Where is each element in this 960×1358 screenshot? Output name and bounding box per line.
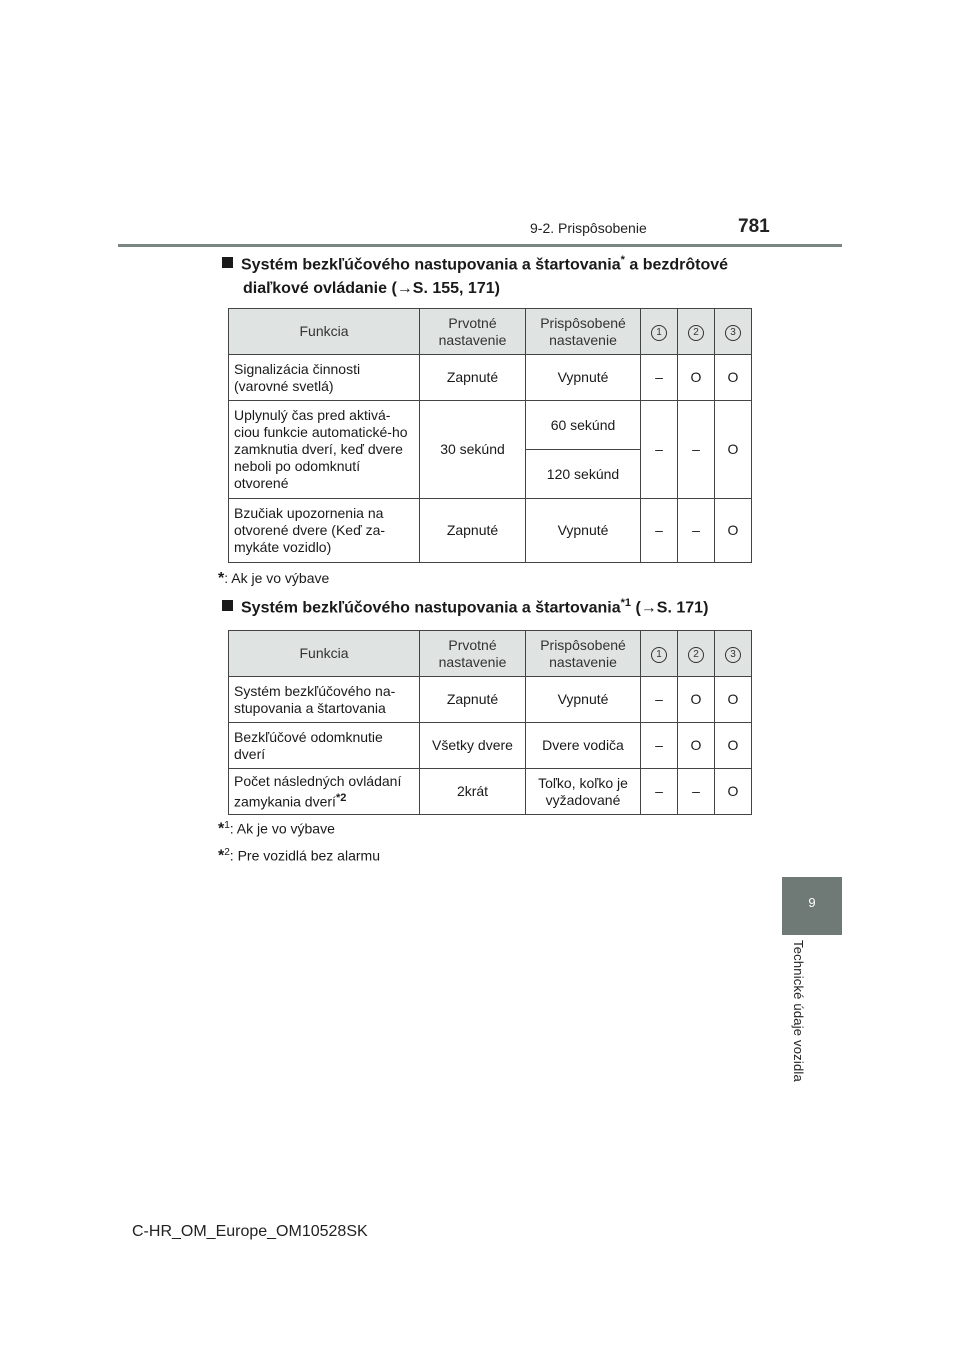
circled-number: 2 — [688, 647, 704, 663]
custom-cell: Dvere vodiča — [526, 723, 641, 769]
setting-cell: O — [678, 355, 715, 401]
setting-cell: – — [678, 769, 715, 815]
circled-number: 1 — [651, 647, 667, 663]
col-custom: Prispôsobené nastavenie — [526, 631, 641, 677]
setting-cell: O — [715, 355, 752, 401]
footnote-num: 2 — [224, 847, 230, 858]
custom-cell: Vypnuté — [526, 677, 641, 723]
custom-cell: 60 sekúnd — [526, 401, 641, 450]
custom-cell: Vypnuté — [526, 355, 641, 401]
bullet-square-icon — [222, 600, 233, 611]
function-text: Počet následných ovládaní zamykania dverí — [234, 772, 402, 810]
section1-title-mark: * — [620, 254, 625, 266]
circled-number: 1 — [651, 325, 667, 341]
page-number: 781 — [738, 216, 770, 237]
footnote-mark: * — [218, 570, 225, 587]
circled-number: 3 — [725, 647, 741, 663]
col-function: Funkcia — [229, 631, 420, 677]
section1-heading — [222, 254, 728, 298]
section2-title-mark: *1 — [620, 597, 632, 609]
chapter-number: 9 — [808, 895, 816, 910]
function-cell: Uplynulý čas pred aktivá-ciou funkcie automatické-ho zamknutia dverí, keď dvere neboli po odomknutí otvorené — [229, 401, 420, 499]
setting-cell: – — [641, 401, 678, 499]
section1-title-line1-end: a bezdrôtové — [624, 256, 729, 274]
section1-title-line2: diaľkové ovládanie (→S. 155, 171) — [243, 280, 500, 298]
col-default: Prvotné nastavenie — [420, 631, 526, 677]
function-cell: Signalizácia činnosti (varovné svetlá) — [229, 355, 420, 401]
col-2 — [678, 631, 715, 677]
col-custom: Prispôsobené nastavenie — [526, 309, 641, 355]
col-2 — [678, 309, 715, 355]
footnote — [218, 570, 329, 588]
col-default: Prvotné nastavenie — [420, 309, 526, 355]
setting-cell: O — [715, 769, 752, 815]
col-1 — [641, 309, 678, 355]
section2-heading — [222, 597, 708, 617]
function-cell: Bzučiak upozornenia na otvorené dvere (Keď za-mykáte vozidlo) — [229, 499, 420, 563]
setting-cell: O — [715, 499, 752, 563]
setting-cell: – — [678, 499, 715, 563]
setting-cell: O — [715, 723, 752, 769]
function-cell — [229, 769, 420, 815]
bullet-square-icon — [222, 257, 233, 268]
table-row — [229, 677, 752, 723]
function-mark: *2 — [335, 791, 347, 804]
function-cell: Systém bezkľúčového na-stupovania a štartovania — [229, 677, 420, 723]
setting-cell: – — [641, 499, 678, 563]
section2-title: Systém bezkľúčového nastupovania a štartovania — [241, 599, 621, 617]
setting-cell: O — [715, 677, 752, 723]
section-title: 9-2. Prispôsobenie — [530, 220, 647, 236]
settings-table-1 — [228, 308, 752, 563]
footnote-num: 1 — [224, 820, 230, 831]
footnote-text: : Pre vozidlá bez alarmu — [229, 847, 380, 864]
col-1 — [641, 631, 678, 677]
document-id: C-HR_OM_Europe_OM10528SK — [132, 1223, 368, 1240]
default-cell: Zapnuté — [420, 677, 526, 723]
settings-table-2 — [228, 630, 752, 815]
footnote-text: : Ak je vo výbave — [224, 570, 330, 586]
table-header-row — [229, 631, 752, 677]
footnote-mark: * — [218, 820, 225, 838]
setting-cell: O — [678, 677, 715, 723]
header-divider — [118, 244, 842, 247]
default-cell: 2krát — [420, 769, 526, 815]
table-row — [229, 499, 752, 563]
section1-title-line1: Systém bezkľúčového nastupovania a štartovania — [241, 256, 621, 274]
setting-cell: – — [641, 355, 678, 401]
footnote-text: : Ak je vo výbave — [229, 820, 335, 837]
col-3 — [715, 631, 752, 677]
chapter-tab — [782, 877, 842, 935]
footnote — [218, 820, 335, 839]
setting-cell: – — [641, 677, 678, 723]
footnote — [218, 847, 380, 866]
table-row — [229, 355, 752, 401]
setting-cell: – — [641, 769, 678, 815]
setting-cell: – — [641, 723, 678, 769]
section2-title-ref: (→S. 171) — [631, 599, 709, 617]
custom-cell: 120 sekúnd — [526, 450, 641, 499]
setting-cell: O — [678, 723, 715, 769]
default-cell: Zapnuté — [420, 355, 526, 401]
default-cell: 30 sekúnd — [420, 401, 526, 499]
col-3 — [715, 309, 752, 355]
function-cell: Bezkľúčové odomknutie dverí — [229, 723, 420, 769]
footnote-mark: * — [218, 847, 225, 865]
custom-cell: Vypnuté — [526, 499, 641, 563]
table-row — [229, 401, 752, 450]
default-cell: Všetky dvere — [420, 723, 526, 769]
setting-cell: O — [715, 401, 752, 499]
custom-cell: Toľko, koľko je vyžadované — [526, 769, 641, 815]
circled-number: 2 — [688, 325, 704, 341]
circled-number: 3 — [725, 325, 741, 341]
table-row — [229, 769, 752, 815]
table-header-row — [229, 309, 752, 355]
col-function: Funkcia — [229, 309, 420, 355]
default-cell: Zapnuté — [420, 499, 526, 563]
table-row — [229, 723, 752, 769]
setting-cell: – — [678, 401, 715, 499]
chapter-label: Technické údaje vozidla — [791, 940, 806, 1082]
